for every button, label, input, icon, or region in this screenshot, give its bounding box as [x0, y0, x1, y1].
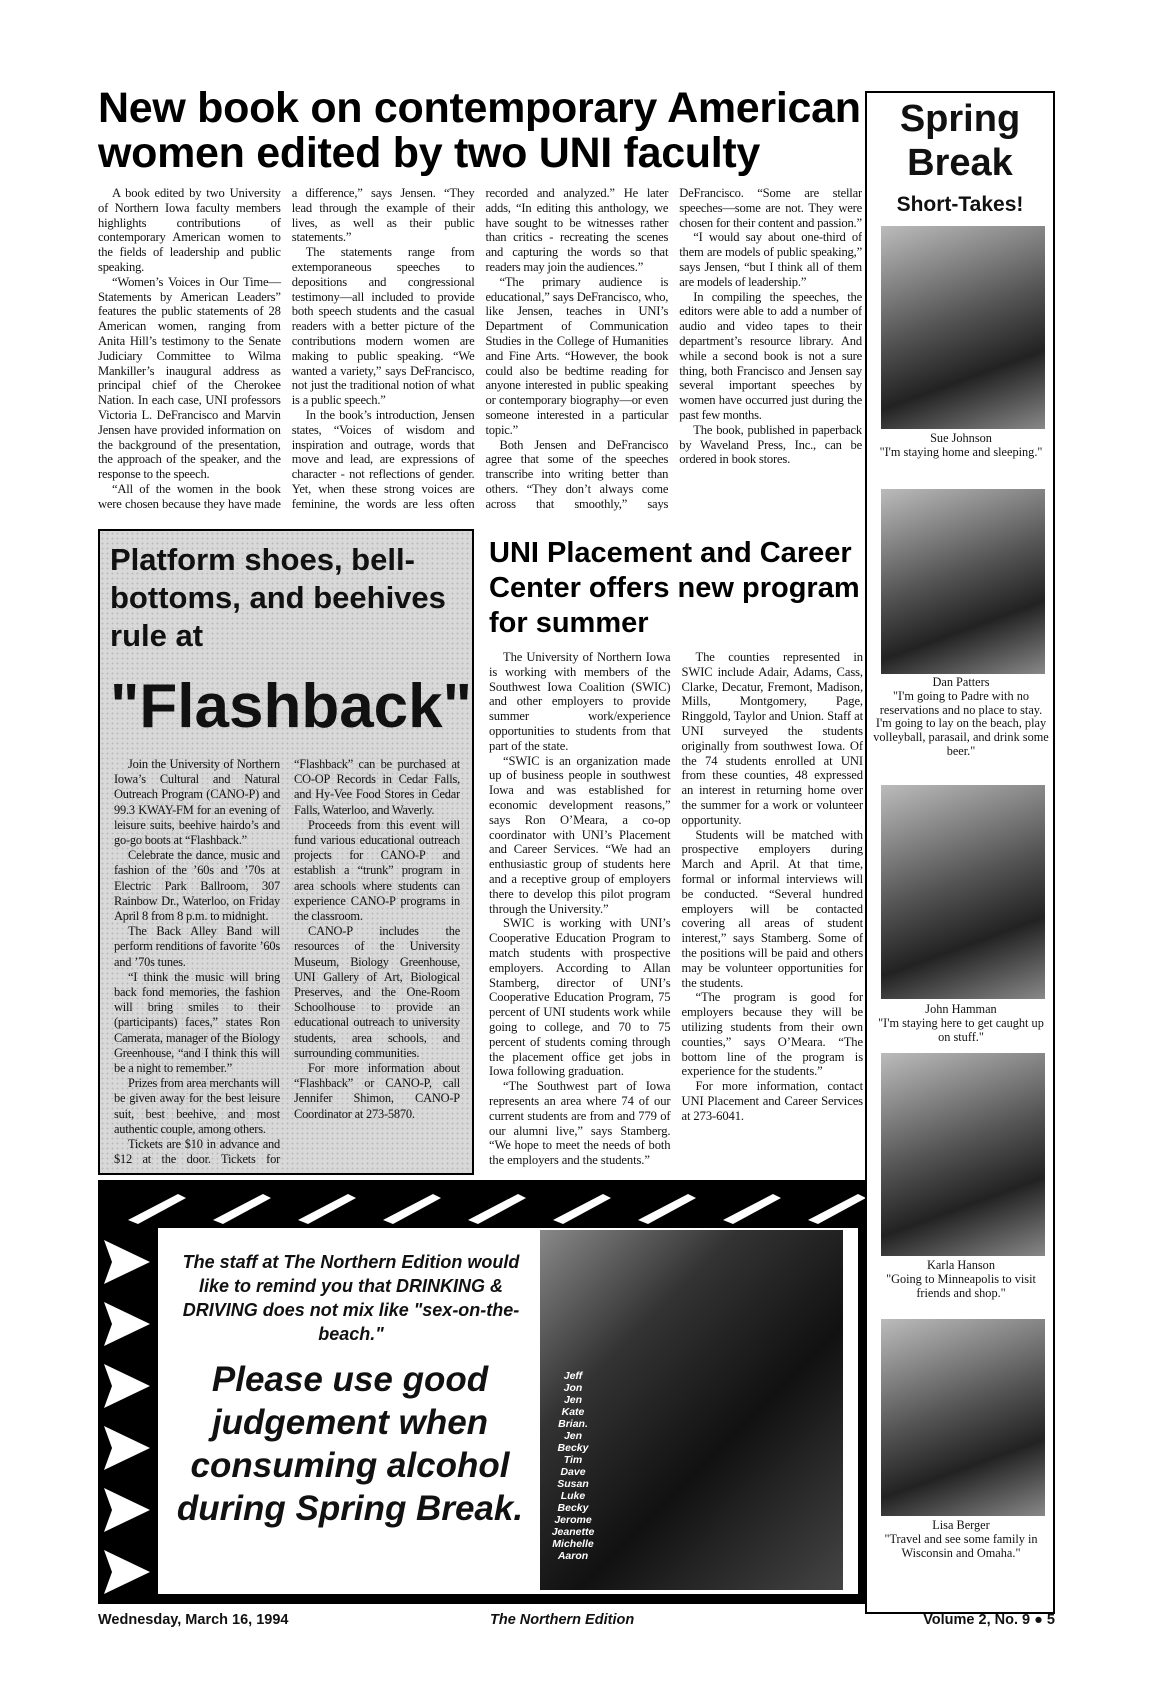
photo-caption: [871, 1003, 1051, 1044]
paragraph: For more information about “Flashback” or CANO-P, call Jennifer Shimon, CANO-P Coordinator at 273-5870.: [294, 1061, 460, 1121]
flashback-body: [114, 757, 460, 1169]
placement-body: [489, 650, 863, 1172]
footer-volume: [923, 1612, 1055, 1628]
article-headline: New book on contemporary American women edited by two UNI faculty: [98, 84, 861, 177]
page-number: 5: [1046, 1612, 1055, 1628]
staff-name: Becky: [557, 1442, 589, 1454]
staff-name: Jerome: [554, 1514, 592, 1526]
footer-date: Wednesday, March 16, 1994: [98, 1612, 289, 1628]
article-body: [98, 186, 862, 526]
sidebar-title: Spring Break: [899, 98, 1021, 184]
paragraph: Students will be matched with prospective employers during March and April. At that time, formal or informal interviews will be conducted. “Several hundred employers will be contacted covering all areas of student interest,” says Stamberg. Some of the positions will be paid and others may be volunteer opportunities for the students.: [681, 827, 863, 990]
sidebar-subtitle: Short-Takes!: [896, 193, 1024, 216]
staff-name: Jen: [563, 1394, 583, 1406]
paragraph: For more information, contact UNI Placement and Career Services at 273-6041.: [681, 1079, 863, 1123]
staff-name: Becky: [557, 1502, 589, 1514]
staff-name: Jeff: [563, 1370, 583, 1382]
volume-number: Volume 2, No. 9: [923, 1612, 1031, 1628]
paragraph: CANO-P includes the resources of the University Museum, Biology Greenhouse, UNI Gallery of Art, Biological Preserves, and the One-Room Schoolhouse to provide an educational outreach to university students, area schools, and surrounding communities.: [294, 924, 460, 1060]
staff-name: Luke: [560, 1490, 586, 1502]
paragraph: In the book’s introduction, Jensen states, “Voices of wisdom and inspiration and outrage, words that move and lead, are expressions of character - not reflections of gender. Yet, when these strong voices are feminine, the words are less often recorded and analyzed.” He later adds, “In editing this anthology, we have sought to be witnesses rather than critics - recreating the scenes and capturing the words so that readers may join the audiences.”: [291, 186, 669, 511]
person-name: Lisa Berger: [932, 1518, 990, 1532]
flashback-article: [98, 529, 474, 1175]
staff-name: Aaron: [557, 1550, 589, 1562]
staff-name: Susan: [557, 1478, 589, 1490]
person-photo: [881, 1053, 1045, 1256]
paragraph: Join the University of Northern Iowa’s Cultural and Natural Outreach Program (CANO-P) and 99.3 KWAY-FM for an evening of leisure suits, beehive hairdo’s and go-go boots at “Flashback.”: [114, 757, 280, 848]
paragraph: Prizes from area merchants will be given away for the best leisure suit, best beehive, and most authentic couple, among others.: [114, 1076, 280, 1136]
staff-name: Kate: [561, 1406, 585, 1418]
person-name: Karla Hanson: [927, 1258, 995, 1272]
paragraph: “Women’s Voices in Our Time—Statements by American Leaders” features the public statements of 28 American women, ranging from Anita Hill’s testimony to the Senate Judiciary Committee to Wilma Mankiller’s inaugural address as principal chief of the Cherokee Nation. In each case, UNI professors Victoria L. DeFrancisco and Marvin Jensen have provided information on the background of the presentation, the approach of the speaker, and the response to the speech.: [98, 274, 281, 482]
paragraph: Proceeds from this event will fund various educational outreach projects for CANO-P and establish a “trunk” program in area schools where students can experience CANO-P programs in the classroom.: [294, 817, 460, 924]
person-name: Dan Patters: [932, 675, 990, 689]
paragraph: Tickets are $10 in advance and $12 at the door. Tickets for “Flashback” can be purchased at CO-OP Records in Cedar Falls, and Hy-Vee Food Stores in Cedar Falls, Waterloo, and Waverly.: [114, 757, 460, 1167]
photo-caption: [871, 1259, 1051, 1300]
staff-name: Tim: [563, 1454, 583, 1466]
paragraph: SWIC is working with UNI’s Cooperative Education Program to match students with prospective employers. According to Allan Stamberg, director of UNI’s Cooperative Education Program, 75 percent of UNI students work while going to college, and 70 to 75 percent of students coming through the placement office get jobs in Iowa following graduation.: [489, 916, 671, 1079]
placement-headline: UNI Placement and Career Center offers new program for summer: [489, 537, 860, 639]
paragraph: The Back Alley Band will perform renditions of favorite ’60s and ’70s tunes.: [114, 924, 280, 969]
staff-name: Jon: [563, 1382, 583, 1394]
paragraph: Celebrate the dance, music and fashion of the ’60s and ’70s at Electric Park Ballroom, 307 Rainbow Dr., Waterloo, on Friday April 8 from 8 p.m. to midnight.: [114, 848, 280, 924]
person-photo: [881, 226, 1045, 429]
staff-names: [548, 1370, 598, 1562]
paragraph: “The Southwest part of Iowa represents an area where 74 of our current students are from and 779 of our alumni live,” says Stamberg. “We hope to meet the needs of both the employers and the students.”: [489, 1079, 671, 1168]
paragraph: Both Jensen and DeFrancisco agree that some of the speeches transcribe into writing better than others. “They don’t always come across that smoothly,” says DeFrancisco. “Some are stellar speeches—some are not. They were chosen for their content and passion.”: [485, 186, 862, 511]
drinking-driving-ad: [98, 1180, 865, 1604]
ad-intro: The staff at The Northern Edition would like to remind you that DRINKING & DRIVING does not mix like "sex-on-the-beach.": [182, 1252, 520, 1344]
paragraph: “I would say about one-third of them are models of public speaking,” says Jensen, “but I think all of them are models of leadership.”: [679, 230, 862, 289]
bullet-icon: ●: [1034, 1612, 1043, 1628]
paragraph: “All of the women in the book were chosen because they have made a difference,” says Jensen. “They lead through the example of their lives, as well as their public statements.”: [98, 186, 475, 511]
person-quote: "Travel and see some family in Wisconsin and Omaha.": [884, 1531, 1038, 1560]
flashback-title: "Flashback": [110, 672, 473, 741]
paragraph: The statements range from extemporaneous speeches to depositions and congressional testimony—all included to provide both speech students and the casual readers with a better picture of the contributions modern women are making to public speaking. “We wanted a variety,” says DeFrancisco, not just the traditional notion of what is a public speech.”: [291, 245, 475, 408]
person-quote: "I'm staying home and sleeping.": [879, 444, 1043, 459]
staff-name: Brian.: [558, 1418, 588, 1430]
paragraph: The book, published in paperback by Waveland Press, Inc., can be ordered in book stores.: [679, 422, 862, 467]
ad-message: Please use good judgement when consuming alcohol during Spring Break.: [176, 1360, 524, 1528]
person-name: John Hamman: [925, 1002, 997, 1016]
photo-caption: [871, 432, 1051, 460]
staff-name: Michelle: [552, 1538, 594, 1550]
photo-caption: [871, 1519, 1051, 1560]
paragraph: A book edited by two University of Northern Iowa faculty members highlights contributions of contemporary American women to the fields of leadership and public speaking.: [98, 186, 281, 274]
staff-name: Dave: [560, 1466, 586, 1478]
staff-name: Jen: [563, 1430, 583, 1442]
paragraph: In compiling the speeches, the editors were able to add a number of audio and video tapes to their department’s resource library. And while a second book is not a sure thing, both Francisco and Jensen say several important speeches by women have occurred just during the past few months.: [679, 289, 862, 422]
paragraph: “The primary audience is educational,” says DeFrancisco, who, like Jensen, teaches in UNI’s Department of Communication Studies in the College of Humanities and Fine Arts. “However, the book could also be bedtime reading for anyone interested in public speaking or contemporary biography—or even someone interested in a particular topic.”: [485, 274, 669, 437]
spring-break-sidebar: [865, 91, 1055, 1614]
person-photo: [881, 785, 1045, 999]
staff-name: Jeanette: [551, 1526, 595, 1538]
person-photo: [881, 489, 1045, 674]
footer-paper-name: The Northern Edition: [490, 1612, 635, 1628]
flashback-headline: Platform shoes, bell-bottoms, and beehives rule at: [110, 542, 446, 653]
person-quote: "Going to Minneapolis to visit friends and shop.": [886, 1271, 1036, 1300]
paragraph: The University of Northern Iowa is working with members of the Southwest Iowa Coalition (SWIC) and other employers to provide summer work/experience opportunities to students from that part of the state.: [489, 650, 671, 753]
person-quote: "I'm going to Padre with no reservations and no place to stay. I'm going to lay on the beach, play volleyball, parasail, and drink some beer.": [873, 688, 1049, 758]
paragraph: “I think the music will bring back fond memories, the fashion will bring smiles to their (participants) faces,” states Ron Camerata, manager of the Biology Greenhouse, “and I think this will be a night to remember.”: [114, 969, 280, 1076]
person-name: Sue Johnson: [930, 431, 992, 445]
paragraph: “The program is good for employers because they will be utilizing students from their own counties,” says O’Meara. “The bottom line of the program is experience for the students.”: [681, 990, 863, 1079]
person-quote: "I'm staying here to get caught up on stuff.": [878, 1015, 1044, 1044]
paragraph: “SWIC is an organization made up of business people in southwest Iowa and was established for economic development reasons,” says Ron O’Meara, a co-op coordinator with UNI’s Placement and Career Services. “We had an enthusiastic group of students here and a receptive group of employers there to develop this pilot program through the University.”: [489, 753, 671, 916]
photo-caption: [871, 676, 1051, 759]
person-photo: [881, 1319, 1045, 1516]
paragraph: The counties represented in SWIC include Adair, Adams, Cass, Clarke, Decatur, Fremont, Madison, Mills, Montgomery, Page, Ringgold, Taylor and Union. Staff at UNI surveyed the students originally from southwest Iowa. Of the 74 students enrolled at UNI from these counties, 48 expressed an interest in returning home over the summer for a work or volunteer opportunity.: [681, 650, 863, 827]
